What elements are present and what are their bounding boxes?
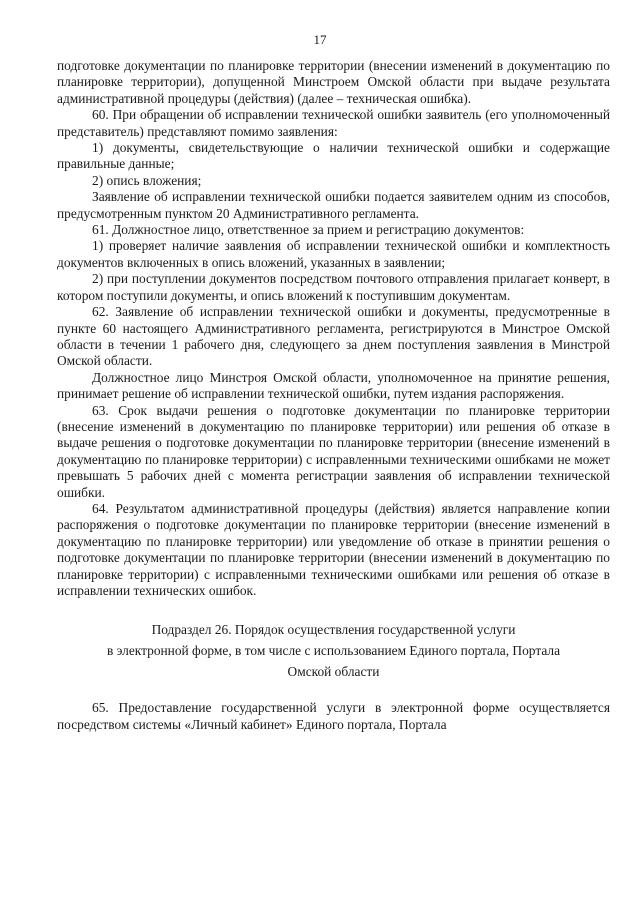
paragraph-continuation: подготовке документации по планировке территории (внесении изменений в документацию по планировке территории), допущенной Минстроем Омской области при выдаче результата административной процедуры (действия) (далее – техническая ошибка). [57, 58, 610, 106]
document-body [57, 58, 610, 733]
paragraph-61-item-2: 2) при поступлении документов посредством почтового отправления прилагает конверт, в котором поступили документы, и опись вложений к поступившим документам. [57, 271, 610, 303]
paragraph-60-item-1: 1) документы, свидетельствующие о наличии технической ошибки и содержащие правильные данные; [57, 140, 610, 172]
subsection-heading-line-2: в электронной форме, в том числе с использованием Единого портала, Портала [106, 643, 561, 659]
paragraph-61-item-1: 1) проверяет наличие заявления об исправлении технической ошибки и комплектность документов включенных в опись вложений, указанных в заявлении; [57, 238, 610, 270]
paragraph-62: 62. Заявление об исправлении технической ошибки и документы, предусмотренные в пункте 60 настоящего Административного регламента, регистрируются в Минстрое Омской области в течении 1 рабочего дня, следующего за днем поступления заявления в Минстрой Омской области. [57, 304, 610, 369]
paragraph-submission-methods: Заявление об исправлении технической ошибки подается заявителем одним из способов, предусмотренным пунктом 20 Административного регламента. [57, 189, 610, 221]
paragraph-65: 65. Предоставление государственной услуги в электронной форме осуществляется посредством системы «Личный кабинет» Единого портала, Портала [57, 700, 610, 732]
paragraph-63: 63. Срок выдачи решения о подготовке документации по планировке территории (внесение изменений в документацию по планировке территории) или решения об отказе в выдаче решения о подготовке документации по планировке территории (внесение изменений в документацию по планировке территории) с исправленными техническими ошибками не может превышать 5 рабочих дней с момента регистрации заявления об исправлении технической ошибки. [57, 402, 610, 500]
subsection-heading-line-1: Подраздел 26. Порядок осуществления государственной услуги [151, 622, 516, 638]
subsection-heading [57, 619, 610, 682]
paragraph-official-decision: Должностное лицо Минстроя Омской области, уполномоченное на принятие решения, принимает решение об исправлении технической ошибки, путем издания распоряжения. [57, 369, 610, 402]
paragraph-61: 61. Должностное лицо, ответственное за прием и регистрацию документов: [92, 222, 525, 238]
page-number: 17 [313, 32, 327, 47]
paragraph-60: 60. При обращении об исправлении технической ошибки заявитель (его уполномоченный представитель) представляют помимо заявления: [57, 107, 610, 139]
paragraph-64: 64. Результатом административной процедуры (действия) является направление копии распоряжения о подготовке документации по планировке территории (внесение изменений в документацию по планировке территории) или уведомление об отказе в принятии решения о подготовке документации по планировке территории (внесении изменений в документацию по планировке территории) с исправленными техническими ошибками или решения об отказе в исправлении технических ошибок. [57, 500, 610, 598]
paragraph-60-item-2: 2) опись вложения; [92, 172, 202, 188]
subsection-heading-line-3: Омской области [287, 664, 380, 680]
